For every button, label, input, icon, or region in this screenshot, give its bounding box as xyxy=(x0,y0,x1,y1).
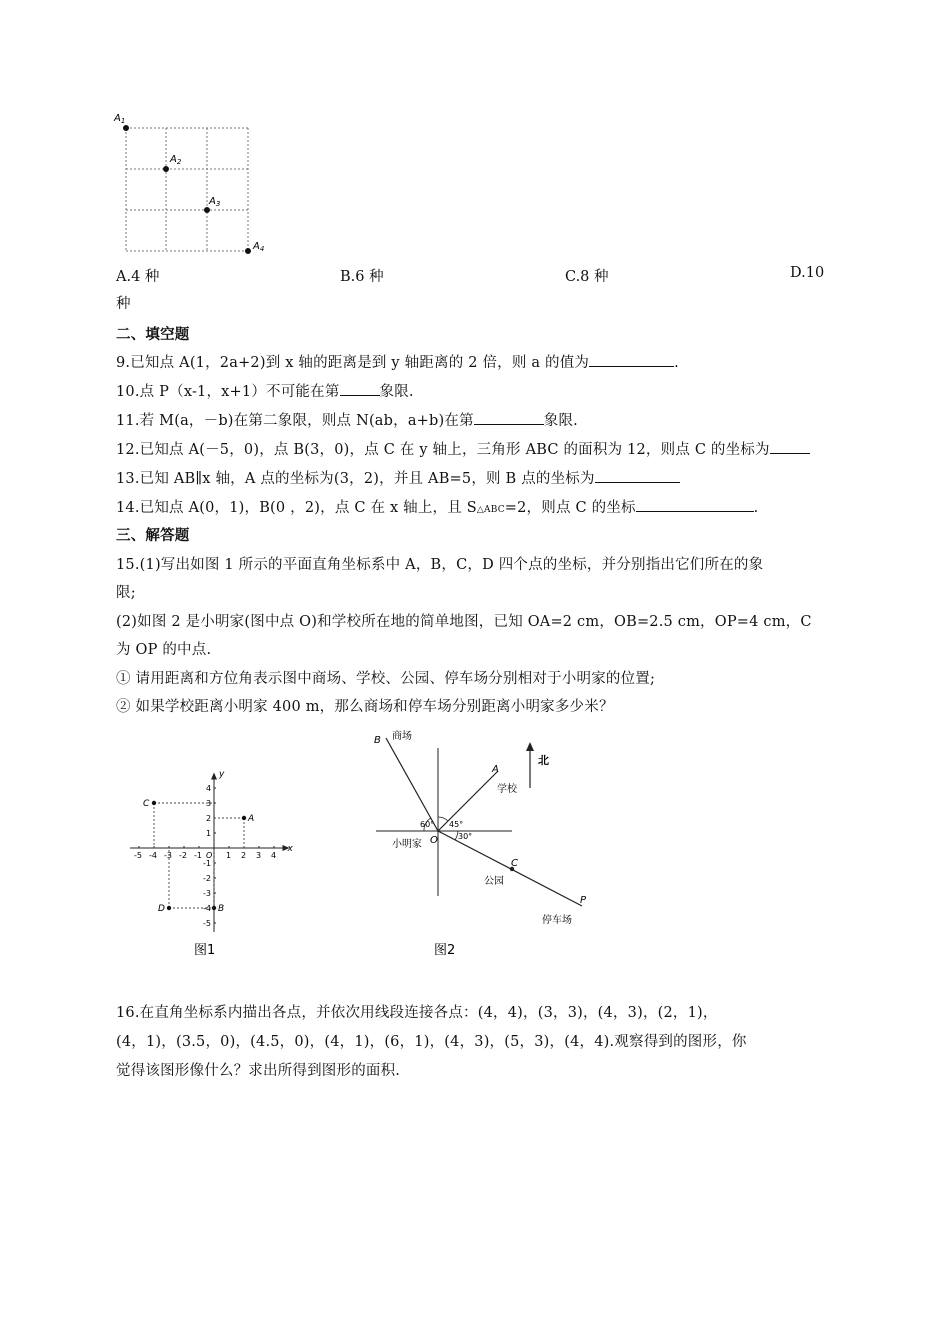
y-tick-label: 1 xyxy=(206,829,212,838)
angle-60: 60° xyxy=(420,820,435,829)
north-label: 北 xyxy=(538,754,549,767)
point-c xyxy=(152,801,156,805)
label-c: C xyxy=(143,799,150,809)
label-d: D xyxy=(158,904,165,914)
question-15-line-4: 为 OP 的中点. xyxy=(116,642,212,658)
label-b: B xyxy=(218,904,225,914)
option-d-wrap: 种 xyxy=(116,296,131,312)
label-p: P xyxy=(580,895,587,906)
x-axis-label: x xyxy=(287,844,293,854)
grid-figure xyxy=(108,108,278,260)
question-15-line-6: ② 如果学校距离小明家 400 m，那么商场和停车场分别距离小明家多少米？ xyxy=(116,699,614,715)
x-tick-label: 1 xyxy=(226,851,232,860)
label-school: 学校 xyxy=(497,784,517,795)
option-c: C.8 种 xyxy=(565,269,609,285)
ray-ob xyxy=(386,738,438,831)
y-tick-label: -3 xyxy=(203,889,211,898)
question-11: 11.若 M(a，－b)在第二象限，则点 N(ab，a+b)在第 象限. xyxy=(116,409,578,430)
x-tick-label: -3 xyxy=(164,851,172,860)
question-16-line-3: 觉得该图形像什么？求出所得到图形的面积. xyxy=(116,1063,401,1079)
label-home: 小明家 xyxy=(392,839,422,850)
angle-30: 30° xyxy=(458,832,473,841)
y-tick-label: -5 xyxy=(203,919,211,928)
point-a1 xyxy=(123,125,129,131)
y-tick-label: 2 xyxy=(206,814,212,823)
x-tick-label: -5 xyxy=(134,851,142,860)
question-14: 14.已知点 A(0，1)，B(0 ，2)，点 C 在 x 轴上，且 S△ABC=2，则点 C 的坐标 . xyxy=(116,496,758,517)
label-parking: 停车场 xyxy=(542,915,572,926)
option-a: A.4 种 xyxy=(116,269,160,285)
option-b: B.6 种 xyxy=(340,269,384,285)
label-a3: $A_3$ xyxy=(209,196,221,208)
label-b: B xyxy=(374,735,381,746)
label-o: O xyxy=(430,835,438,846)
label-a: A xyxy=(248,814,255,824)
y-axis-label: y xyxy=(219,769,225,780)
x-tick-label: 2 xyxy=(241,851,247,860)
figure-2 xyxy=(362,726,602,960)
x-tick-label: -2 xyxy=(179,851,187,860)
label-a: A xyxy=(492,764,499,775)
question-10: 10.点 P（x-1，x+1）不可能在第 象限. xyxy=(116,380,414,401)
x-tick-label: 3 xyxy=(256,851,262,860)
point-a xyxy=(242,816,246,820)
point-a4 xyxy=(245,248,251,254)
question-9: 9.已知点 A(1，2a+2)到 x 轴的距离是到 y 轴距离的 2 倍，则 a 的值为 . xyxy=(116,351,679,372)
question-15-line-2: 限; xyxy=(116,585,136,601)
figure-1-caption: 图1 xyxy=(194,943,216,958)
option-d: D.10 xyxy=(790,265,825,281)
y-tick-label: 3 xyxy=(206,799,212,808)
question-13: 13.已知 AB∥x 轴，A 点的坐标为(3，2)，并且 AB=5，则 B 点的坐标为 xyxy=(116,467,680,488)
figure-2-caption: 图2 xyxy=(434,943,456,958)
section-title-fill: 二、填空题 xyxy=(116,327,190,343)
y-tick-label: -2 xyxy=(203,874,211,883)
question-15-line-1: 15.(1)写出如图 1 所示的平面直角坐标系中 A，B，C，D 四个点的坐标，并分别指出它们所在的象 xyxy=(116,557,764,573)
point-d xyxy=(167,906,171,910)
label-mall: 商场 xyxy=(392,731,412,742)
ray-oa xyxy=(438,771,498,831)
question-16-line-2: (4，1)，(3.5，0)，(4.5，0)，(4，1)，(6，1)，(4，3)，(5，3)，(4，4).观察得到的图形，你 xyxy=(116,1034,747,1050)
figure-1 xyxy=(112,760,292,960)
question-16-line-1: 16.在直角坐标系内描出各点，并依次用线段连接各点：(4，4)，(3，3)，(4，3)，(2，1)， xyxy=(116,1005,718,1021)
question-15-line-3: (2)如图 2 是小明家(图中点 O)和学校所在地的简单地图，已知 OA=2 cm，OB=2.5 cm，OP=4 cm，C xyxy=(116,614,812,630)
label-park: 公园 xyxy=(484,876,504,887)
question-12: 12.已知点 A(－5，0)，点 B(3，0)，点 C 在 y 轴上，三角形 ABC 的面积为 12，则点 C 的坐标为 xyxy=(116,438,810,459)
point-a3 xyxy=(204,207,210,213)
label-a4: $A_4$ xyxy=(253,241,265,253)
origin-label: O xyxy=(206,851,213,860)
question-15-line-5: ① 请用距离和方位角表示图中商场、学校、公园、停车场分别相对于小明家的位置; xyxy=(116,671,656,687)
x-tick-label: -1 xyxy=(194,851,202,860)
label-c: C xyxy=(511,858,518,869)
x-tick-label: 4 xyxy=(271,851,277,860)
y-tick-label: -1 xyxy=(203,859,211,868)
point-a2 xyxy=(163,166,169,172)
angle-45: 45° xyxy=(449,820,464,829)
label-a1: $A_1$ xyxy=(114,113,126,125)
y-tick-label: 4 xyxy=(206,784,212,793)
section-title-answer: 三、解答题 xyxy=(116,528,190,544)
label-a2: $A_2$ xyxy=(170,154,182,166)
y-axis-arrow xyxy=(211,773,217,780)
x-tick-label: -4 xyxy=(149,851,157,860)
y-tick-label: -4 xyxy=(203,904,211,913)
